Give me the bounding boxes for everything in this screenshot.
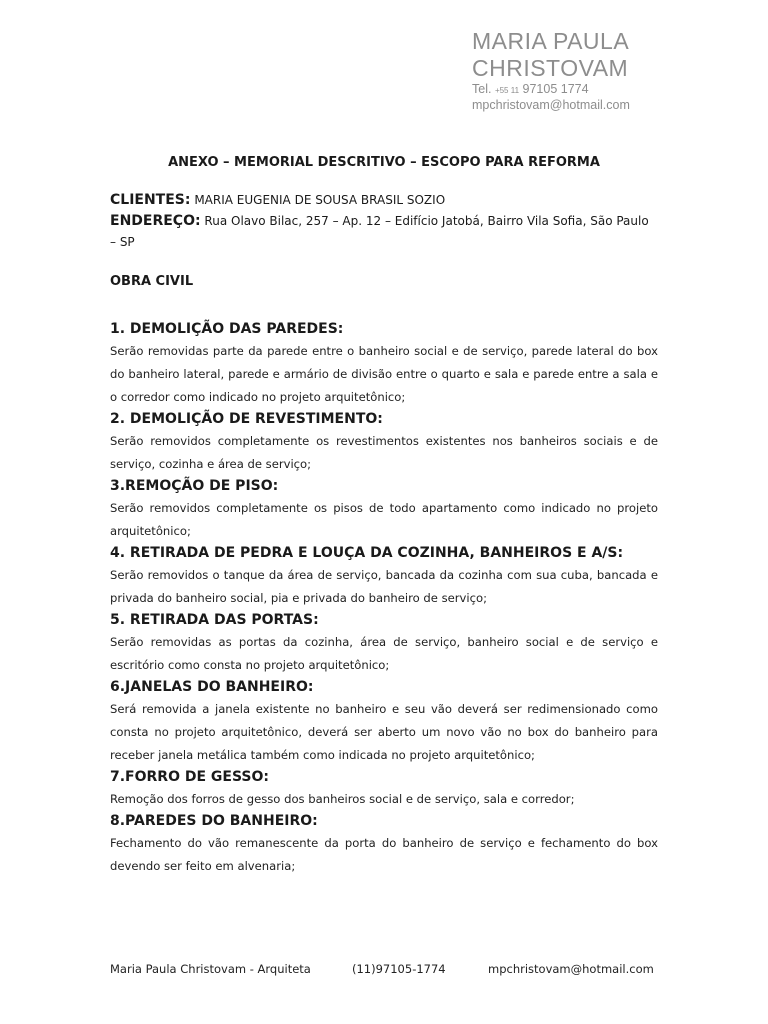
document-title: ANEXO – MEMORIAL DESCRITIVO – ESCOPO PARA REFORMA — [168, 155, 600, 170]
letterhead-tel-prefix: +55 11 — [494, 86, 520, 95]
section-title: 8.PAREDES DO BANHEIRO: — [110, 813, 318, 829]
letterhead-email: mpchristovam@hotmail.com — [472, 98, 630, 112]
section-title: 3.REMOÇÃO DE PISO: — [110, 478, 279, 494]
section-1 — [110, 319, 658, 409]
section-7 — [110, 767, 658, 811]
client-value: MARIA EUGENIA DE SOUSA BRASIL SOZIO — [194, 193, 446, 207]
section-title: 1. DEMOLIÇÃO DAS PAREDES: — [110, 321, 344, 337]
letterhead-tel-number: 97105 1774 — [522, 82, 589, 96]
letterhead-name-line2: CHRISTOVAM — [472, 55, 629, 81]
section-body: Remoção dos forros de gesso dos banheiros social e de serviço, sala e corredor; — [110, 792, 575, 806]
scope-sections — [110, 319, 658, 878]
section-3 — [110, 476, 658, 543]
section-body: Será removida a janela existente no banheiro e seu vão deverá ser redimensionado como consta no projeto arquitetônico, deverá ser aberto um novo vão no box do banheiro para receber janela metálica também como indicada no projeto arquitetônico; — [110, 702, 658, 762]
section-body: Serão removidos completamente os pisos de todo apartamento como indicado no projeto arquitetônico; — [110, 501, 658, 538]
section-heading: OBRA CIVIL — [110, 274, 194, 289]
section-2 — [110, 409, 658, 476]
address-colon: : — [194, 213, 201, 229]
section-body: Fechamento do vão remanescente da porta do banheiro de serviço e fechamento do box devendo ser feito em alvenaria; — [110, 836, 658, 873]
section-8 — [110, 811, 658, 878]
letterhead — [472, 28, 752, 112]
letterhead-tel-label: Tel. — [472, 82, 492, 96]
section-4 — [110, 543, 658, 610]
client-line — [110, 190, 650, 211]
section-5 — [110, 610, 658, 677]
section-body: Serão removidas as portas da cozinha, área de serviço, banheiro social e de serviço e escritório como consta no projeto arquitetônico; — [110, 635, 658, 672]
section-body: Serão removidos completamente os revestimentos existentes nos banheiros sociais e de serviço, cozinha e área de serviço; — [110, 434, 658, 471]
section-body: Serão removidos o tanque da área de serviço, bancada da cozinha com sua cuba, bancada e privada do banheiro social, pia e privada do banheiro de serviço; — [110, 568, 658, 605]
footer-name: Maria Paula Christovam - Arquiteta — [110, 962, 311, 976]
footer-phone: (11)97105-1774 — [352, 962, 446, 976]
footer-email: mpchristovam@hotmail.com — [488, 962, 654, 976]
section-title: 5. RETIRADA DAS PORTAS: — [110, 612, 319, 628]
section-body: Serão removidas parte da parede entre o banheiro social e de serviço, parede lateral do box do banheiro lateral, parede e armário de divisão entre o quarto e sala e parede entre a sala e o corredor como indicado no projeto arquitetônico; — [110, 344, 658, 404]
section-title: 6.JANELAS DO BANHEIRO: — [110, 679, 314, 695]
letterhead-phone — [472, 82, 752, 98]
letterhead-name-line1: MARIA PAULA — [472, 28, 630, 54]
section-6 — [110, 677, 658, 767]
client-label: CLIENTES — [110, 192, 185, 208]
client-info — [110, 190, 650, 253]
section-title: 4. RETIRADA DE PEDRA E LOUÇA DA COZINHA, BANHEIROS E A/S: — [110, 545, 624, 561]
client-colon: : — [184, 192, 191, 208]
address-value: Rua Olavo Bilac, 257 – Ap. 12 – Edifício Jatobá, Bairro Vila Sofia, São Paulo – SP — [110, 214, 649, 249]
address-label: ENDEREÇO — [110, 213, 195, 229]
address-line — [110, 211, 650, 253]
section-title: 7.FORRO DE GESSO: — [110, 769, 270, 785]
section-title: 2. DEMOLIÇÃO DE REVESTIMENTO: — [110, 411, 383, 427]
